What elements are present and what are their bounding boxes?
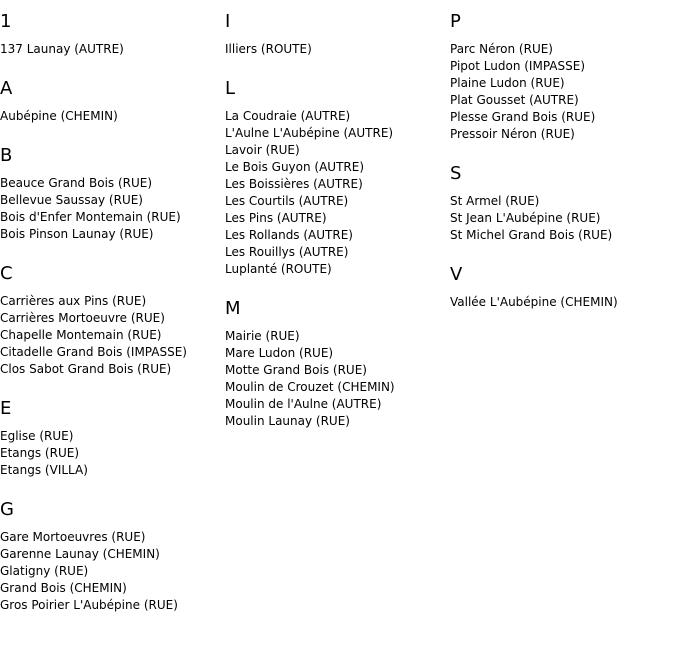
letter-group: [225, 298, 450, 430]
letter-group: [0, 145, 225, 243]
street-entry: Grand Bois (CHEMIN): [0, 581, 127, 595]
street-list: [225, 108, 450, 278]
street-entry: Eglise (RUE): [0, 429, 74, 443]
street-entry: Moulin de l'Aulne (AUTRE): [225, 397, 382, 411]
letter-group: [450, 264, 675, 311]
group-letter-heading: B: [0, 145, 13, 166]
street-entry: Parc Néron (RUE): [450, 42, 553, 56]
street-entry: St Jean L'Aubépine (RUE): [450, 211, 601, 225]
group-letter-heading: G: [0, 499, 14, 520]
street-list: [450, 41, 675, 143]
letter-group: [0, 11, 225, 58]
letter-group: [0, 398, 225, 479]
letter-group: [225, 78, 450, 278]
street-entry: Carrières Mortoeuvre (RUE): [0, 311, 165, 325]
street-entry: Gare Mortoeuvres (RUE): [0, 530, 146, 544]
street-entry: Etangs (VILLA): [0, 463, 88, 477]
street-entry: Illiers (ROUTE): [225, 42, 312, 56]
street-entry: Plat Gousset (AUTRE): [450, 93, 579, 107]
street-list: [0, 293, 225, 378]
group-letter-heading: M: [225, 298, 241, 319]
street-entry: Bois Pinson Launay (RUE): [0, 227, 154, 241]
group-letter-heading: A: [0, 78, 13, 99]
street-entry: Vallée L'Aubépine (CHEMIN): [450, 295, 618, 309]
street-entry: Le Bois Guyon (AUTRE): [225, 160, 365, 174]
letter-group: [450, 11, 675, 143]
street-entry: Luplanté (ROUTE): [225, 262, 332, 276]
street-entry: 137 Launay (AUTRE): [0, 42, 124, 56]
street-entry: Pipot Ludon (IMPASSE): [450, 59, 585, 73]
street-entry: Moulin Launay (RUE): [225, 414, 350, 428]
street-entry: Les Rouillys (AUTRE): [225, 245, 349, 259]
street-entry: Lavoir (RUE): [225, 143, 300, 157]
street-entry: St Armel (RUE): [450, 194, 540, 208]
street-list: [0, 529, 225, 614]
street-entry: Moulin de Crouzet (CHEMIN): [225, 380, 395, 394]
street-entry: Les Boissières (AUTRE): [225, 177, 363, 191]
letter-group: [450, 163, 675, 244]
street-entry: L'Aulne L'Aubépine (AUTRE): [225, 126, 394, 140]
column-3: [450, 0, 675, 311]
group-letter-heading: I: [225, 11, 231, 32]
street-list: [450, 294, 675, 311]
street-entry: Plaine Ludon (RUE): [450, 76, 565, 90]
street-entry: Les Pins (AUTRE): [225, 211, 327, 225]
street-entry: Aubépine (CHEMIN): [0, 109, 118, 123]
street-entry: Clos Sabot Grand Bois (RUE): [0, 362, 172, 376]
group-letter-heading: E: [0, 398, 12, 419]
street-list: [0, 175, 225, 243]
street-entry: Etangs (RUE): [0, 446, 79, 460]
street-entry: Les Courtils (AUTRE): [225, 194, 349, 208]
street-entry: Carrières aux Pins (RUE): [0, 294, 147, 308]
street-entry: Gros Poirier L'Aubépine (RUE): [0, 598, 178, 612]
street-list: [225, 41, 450, 58]
column-1: [0, 0, 225, 614]
street-list: [0, 428, 225, 479]
street-entry: Bois d'Enfer Montemain (RUE): [0, 210, 181, 224]
street-entry: Plesse Grand Bois (RUE): [450, 110, 596, 124]
street-entry: Garenne Launay (CHEMIN): [0, 547, 160, 561]
street-entry: Beauce Grand Bois (RUE): [0, 176, 153, 190]
street-list: [225, 328, 450, 430]
group-letter-heading: C: [0, 263, 13, 284]
street-entry: Mairie (RUE): [225, 329, 300, 343]
street-entry: Les Rollands (AUTRE): [225, 228, 353, 242]
street-list: [0, 41, 225, 58]
street-entry: Bellevue Saussay (RUE): [0, 193, 143, 207]
street-list: [450, 193, 675, 244]
letter-group: [0, 263, 225, 378]
street-entry: St Michel Grand Bois (RUE): [450, 228, 613, 242]
group-letter-heading: P: [450, 11, 461, 32]
letter-group: [0, 78, 225, 125]
street-entry: Pressoir Néron (RUE): [450, 127, 575, 141]
column-2: [225, 0, 450, 430]
street-entry: Citadelle Grand Bois (IMPASSE): [0, 345, 187, 359]
group-letter-heading: L: [225, 78, 236, 99]
street-entry: Glatigny (RUE): [0, 564, 89, 578]
group-letter-heading: V: [450, 264, 463, 285]
street-list: [0, 108, 225, 125]
street-entry: Motte Grand Bois (RUE): [225, 363, 367, 377]
street-entry: Mare Ludon (RUE): [225, 346, 334, 360]
group-letter-heading: 1: [0, 11, 12, 32]
group-letter-heading: S: [450, 163, 462, 184]
letter-group: [225, 11, 450, 58]
street-entry: La Coudraie (AUTRE): [225, 109, 351, 123]
street-entry: Chapelle Montemain (RUE): [0, 328, 162, 342]
letter-group: [0, 499, 225, 614]
